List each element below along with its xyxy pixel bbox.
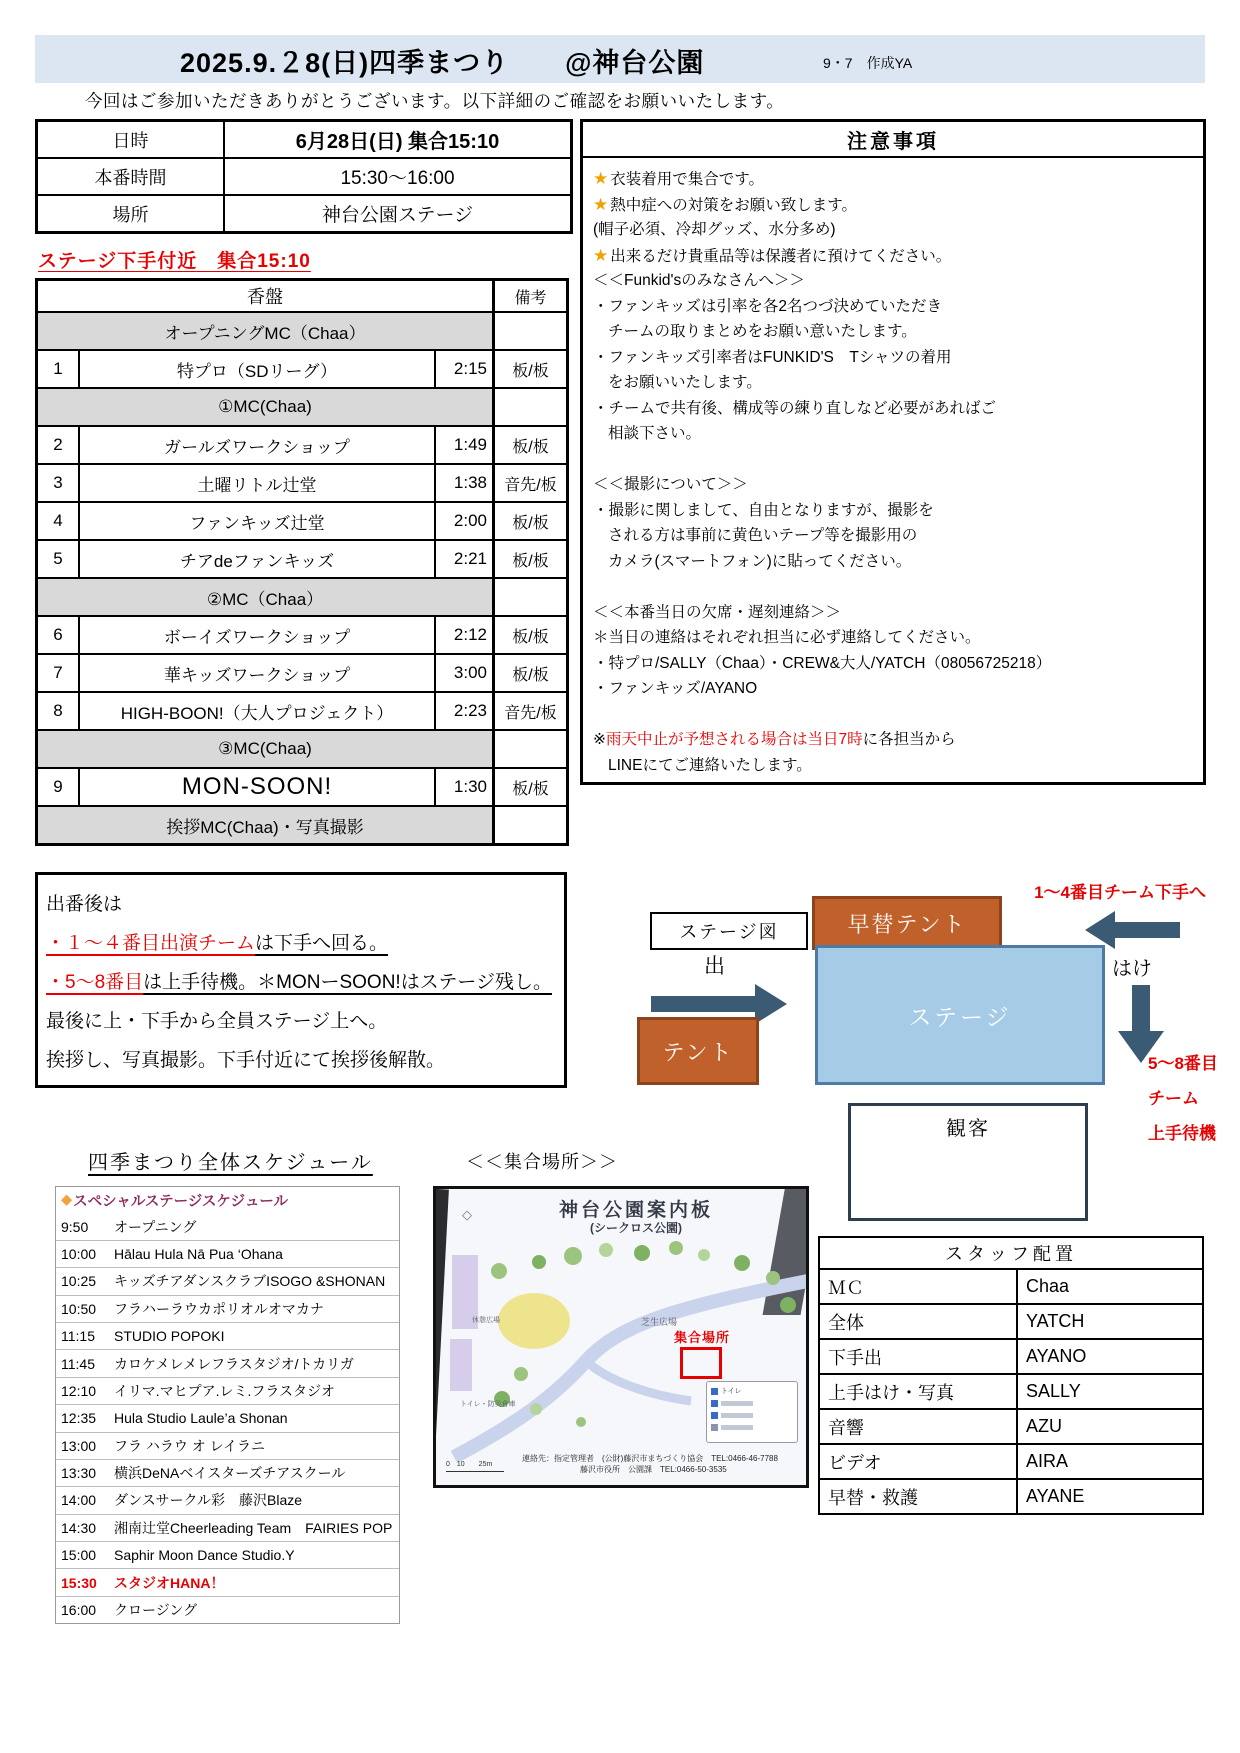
staff-role: ＭＣ: [820, 1270, 1018, 1303]
staff-table-title: スタッフ配置: [945, 1244, 1077, 1264]
program-act-biko: 板/板: [492, 617, 566, 653]
notes-line: ・撮影に関しまして、自由となりますが、撮影を: [593, 501, 934, 519]
program-mc-label: ①MC(Chaa): [38, 389, 492, 425]
overall-schedule-heading: 四季まつり全体スケジュール: [88, 1152, 373, 1174]
info-label: 日時: [38, 122, 225, 157]
star-icon: ★: [593, 169, 609, 188]
schedule-name: 横浜DeNAベイスターズチアスクール: [114, 1465, 346, 1482]
program-mc-label: オープニングMC（Chaa）: [38, 313, 492, 349]
legend-bar: [721, 1401, 753, 1406]
map-contact-text: [522, 1453, 778, 1475]
schedule-name: Hālau Hula Nā Pua ‘Ohana: [114, 1245, 283, 1262]
map-scale: [446, 1459, 504, 1472]
staff-row: [820, 1443, 1202, 1478]
notes-line: [593, 574, 1193, 600]
notes-line: [593, 702, 1193, 728]
program-body: [38, 311, 566, 843]
program-mc-label: ②MC（Chaa）: [38, 579, 492, 615]
schedule-time: 12:35: [61, 1410, 97, 1427]
schedule-name: クロージング: [114, 1602, 198, 1619]
program-act-number: 2: [38, 427, 80, 463]
park-map-image: [433, 1186, 809, 1488]
program-act-row: [38, 463, 566, 501]
after-line: [46, 924, 556, 963]
staff-name: AIRA: [1026, 1451, 1069, 1471]
schedule-time: 12:10: [61, 1382, 97, 1399]
notes-line: チームの取りまとめをお願い意いたします。: [608, 323, 917, 340]
notes-line: ・ファンキッズ引率者はFUNKID'S Tシャツの着用: [593, 348, 952, 366]
program-act-name: ボーイズワークショップ: [163, 627, 351, 647]
program-biko-cell: [492, 807, 566, 843]
notes-line: カメラ(スマートフォン)に貼ってください。: [608, 552, 912, 570]
arrow-left-icon: [1085, 911, 1180, 949]
schedule-body: [56, 1213, 399, 1623]
tree: [599, 1243, 613, 1257]
legend-row: [711, 1410, 793, 1422]
audience-box: 観客: [848, 1103, 1088, 1221]
schedule-time: 15:00: [61, 1547, 97, 1564]
schedule-row: [56, 1514, 399, 1541]
tree: [734, 1255, 750, 1271]
program-act-row: [38, 653, 566, 691]
meeting-point-note: ステージ下手付近 集合15:10: [38, 251, 311, 272]
schedule-name: フラ ハラウ オ レイラニ: [114, 1437, 265, 1454]
after-segment: は下手へ回る。: [255, 933, 389, 954]
notes-title: 注意事項: [583, 122, 1203, 158]
program-act-name: 特プロ（SDリーグ）: [176, 361, 338, 381]
legend-icon: [711, 1412, 718, 1419]
after-segment: 最後に上・下手から全員ステージ上へ。: [46, 1011, 388, 1032]
program-act-name: 華キッズワークショップ: [163, 665, 351, 685]
program-biko-cell: [492, 389, 566, 425]
legend-row: [711, 1386, 793, 1398]
notes-segment: 雨天中止が予想される場合は当日7時: [606, 731, 863, 748]
overall-schedule-table: [55, 1186, 400, 1624]
map-meeting-marker-label: 集合場所: [674, 1330, 731, 1345]
staff-name: AYANE: [1026, 1486, 1085, 1506]
notes-line: ＜＜本番当日の欠席・遅刻連絡＞＞: [593, 603, 842, 621]
schedule-row: [56, 1486, 399, 1513]
schedule-time: 11:15: [61, 1328, 95, 1345]
header-meta: 9・7 作成YA: [823, 55, 913, 71]
notes-line: ＜＜撮影について＞＞: [593, 476, 748, 493]
schedule-name: 湘南辻堂Cheerleading Team FAIRIES POP: [114, 1519, 393, 1536]
program-act-biko: 音先/板: [492, 693, 566, 729]
legend-icon: [711, 1388, 718, 1395]
schedule-header-row: [56, 1187, 399, 1213]
stage-note-teams-1-4: 1〜4番目チーム下手へ: [1034, 883, 1206, 902]
program-act-name: チアdeファンキッズ: [179, 551, 335, 571]
notes-body: [583, 158, 1203, 786]
map-scale-bar: [446, 1471, 504, 1472]
tree: [514, 1367, 528, 1381]
stage-note-line: 上手待機: [1148, 1124, 1216, 1143]
program-mc-row: [38, 577, 566, 615]
program-act-name: ファンキッズ辻堂: [189, 513, 325, 533]
intro-text: 今回はご参加いただきありがとうございます。以下詳細のご確認をお願いいたします。: [85, 91, 785, 111]
program-act-row: [38, 539, 566, 577]
program-mc-row: [38, 729, 566, 767]
map-toilet-label: トイレ・防災倉庫: [460, 1401, 516, 1408]
program-act-number: 5: [38, 541, 80, 577]
program-act-number: 9: [38, 769, 80, 805]
star-icon: ★: [593, 194, 609, 214]
legend-row: [711, 1422, 793, 1434]
info-value: 15:30〜16:00: [340, 168, 455, 189]
info-label: 本番時間: [38, 159, 225, 194]
stage-note-teams-5-8: [1148, 1046, 1218, 1151]
program-act-biko: 板/板: [492, 769, 566, 805]
schedule-time: 10:50: [61, 1300, 97, 1317]
tree: [780, 1297, 796, 1313]
legend-bar: [721, 1413, 753, 1418]
map-lawn-label: 芝生広場: [641, 1317, 678, 1327]
program-act-number: 4: [38, 503, 80, 539]
program-act-name: MON-SOON!: [181, 773, 333, 800]
program-act-name: ガールズワークショップ: [164, 437, 350, 457]
notes-line: される方は事前に黄色いテープ等を撮影用の: [608, 527, 918, 544]
program-act-row: [38, 691, 566, 729]
info-label: 場所: [38, 196, 225, 231]
notes-line: ・特プロ/SALLY（Chaa）・CREW&大人/YATCH（08056725218）: [593, 654, 1052, 672]
legend-label: トイレ: [721, 1388, 742, 1395]
info-value: 神台公園ステージ: [321, 205, 474, 226]
staff-role: ビデオ: [820, 1445, 1018, 1478]
event-info-table: [35, 119, 573, 234]
schedule-time: 13:00: [61, 1437, 97, 1454]
map-legend: [706, 1381, 798, 1443]
program-act-row: [38, 349, 566, 387]
after-line: [46, 1002, 556, 1041]
staff-row: [820, 1338, 1202, 1373]
staff-row: [820, 1373, 1202, 1408]
schedule-name: Hula Studio Laule’a Shonan: [114, 1410, 288, 1427]
program-act-name: HIGH-BOON!（大人プロジェクト）: [120, 703, 394, 723]
program-act-biko: 板/板: [492, 541, 566, 577]
schedule-row: [56, 1295, 399, 1322]
program-act-number: 3: [38, 465, 80, 501]
program-act-row: [38, 425, 566, 463]
map-subtitle: (シークロス公園): [590, 1221, 682, 1235]
map-building: [450, 1339, 472, 1391]
program-act-number: 1: [38, 351, 80, 387]
tree: [530, 1403, 542, 1415]
schedule-row: [56, 1377, 399, 1404]
info-row-showtime: [38, 157, 570, 194]
schedule-name: キッズチアダンスクラブISOGO &SHONAN: [114, 1273, 386, 1290]
page-title: 2025.9.２8(日)四季まつり @神台公園: [180, 48, 705, 78]
schedule-time: 14:00: [61, 1492, 97, 1509]
staff-role: 音響: [820, 1410, 1018, 1443]
after-segment: は上手待機。＊MONーSOON!はステージ残し。: [143, 972, 552, 993]
schedule-row: [56, 1213, 399, 1239]
info-row-date: [38, 122, 570, 157]
program-act-duration: 2:21: [434, 541, 492, 577]
schedule-row: [56, 1568, 399, 1595]
program-act-duration: 1:49: [434, 427, 492, 463]
diamond-icon: ◆: [61, 1192, 73, 1209]
tree: [669, 1241, 683, 1255]
schedule-time: 9:50: [61, 1218, 89, 1235]
schedule-time: 16:00: [61, 1602, 97, 1619]
program-mc-row: [38, 805, 566, 843]
schedule-name: カロケメレメレフラスタジオ/トカリガ: [114, 1355, 354, 1372]
after-line: [46, 885, 556, 924]
staff-row: [820, 1303, 1202, 1338]
legend-icon: [711, 1400, 718, 1407]
notes-line: ・ファンキッズは引率を各2名つづ決めていただき: [593, 297, 943, 315]
schedule-name: フラハーラウカポリオルオマカナ: [114, 1300, 324, 1317]
after-segment: ・5〜8番目: [46, 972, 144, 993]
notes-line: [593, 727, 1193, 753]
program-table: [35, 278, 569, 846]
legend-icon: [711, 1424, 718, 1431]
program-act-duration: 2:23: [434, 693, 492, 729]
schedule-time: 14:30: [61, 1519, 97, 1536]
legend-bar: [721, 1425, 753, 1430]
notes-line: LINEにてご連絡いたします。: [608, 756, 812, 774]
notes-line: ★ 出来るだけ貴重品等は保護者に預けてください。: [593, 245, 952, 265]
after-performance-box: [35, 872, 567, 1088]
staff-row: [820, 1478, 1202, 1513]
notes-line: をお願いいたします。: [608, 374, 762, 391]
stage-figure-label: ステージ図: [650, 912, 808, 950]
tree: [576, 1417, 586, 1427]
program-mc-row: [38, 387, 566, 425]
notes-segment: に各担当から: [862, 731, 956, 748]
notes-line: 相談下さい。: [608, 425, 702, 442]
program-biko-cell: [492, 579, 566, 615]
schedule-time: 10:00: [61, 1245, 97, 1262]
legend-row: [711, 1398, 793, 1410]
schedule-row: [56, 1322, 399, 1349]
notes-line: ・チームで共有後、構成等の練り直しなど必要があればご: [593, 399, 997, 417]
tree: [491, 1263, 507, 1279]
map-scale-text: 0 10 25m: [446, 1461, 493, 1468]
program-act-number: 6: [38, 617, 80, 653]
notes-line: ＜＜Funkid'sのみなさんへ＞＞: [593, 272, 805, 289]
program-act-biko: 音先/板: [492, 465, 566, 501]
program-header-koban: 香盤: [247, 287, 283, 307]
tree: [766, 1271, 780, 1285]
staff-name: Chaa: [1026, 1276, 1070, 1296]
program-act-duration: 2:15: [434, 351, 492, 387]
schedule-name: ダンスサークル彩 藤沢Blaze: [114, 1492, 303, 1509]
staff-name: SALLY: [1026, 1381, 1081, 1401]
info-row-place: [38, 194, 570, 231]
staff-row: [820, 1268, 1202, 1303]
program-biko-cell: [492, 313, 566, 349]
staff-row: [820, 1408, 1202, 1443]
compass-icon: ◇: [462, 1207, 472, 1222]
map-play-area: [498, 1293, 570, 1349]
program-mc-row: [38, 311, 566, 349]
program-act-number: 8: [38, 693, 80, 729]
program-act-name: 土曜リトル辻堂: [197, 475, 317, 495]
staff-table: [818, 1236, 1204, 1515]
notes-segment: ※: [593, 731, 606, 748]
schedule-name: イリマ.マヒプア.レミ.フラスタジオ: [114, 1382, 335, 1399]
map-meeting-marker-rect: [680, 1347, 722, 1379]
notes-line: (帽子必須、冷却グッズ、水分多め): [593, 221, 836, 238]
notes-line: [593, 447, 1193, 473]
program-act-biko: 板/板: [492, 503, 566, 539]
schedule-name: Saphir Moon Dance Studio.Y: [114, 1547, 295, 1564]
program-act-duration: 3:00: [434, 655, 492, 691]
program-act-biko: 板/板: [492, 427, 566, 463]
after-segment: ・１〜４番目出演チーム: [46, 933, 256, 954]
schedule-time: 13:30: [61, 1465, 97, 1482]
after-line: [46, 1041, 556, 1080]
stage-hake-label: はけ: [1112, 958, 1152, 980]
meeting-place-label: ＜＜集合場所＞＞: [466, 1152, 618, 1172]
schedule-time: 10:25: [61, 1273, 97, 1290]
staff-body: [820, 1268, 1202, 1513]
stage-box: ステージ: [815, 945, 1105, 1085]
schedule-name: オープニング: [114, 1218, 197, 1235]
tree: [698, 1249, 710, 1261]
map-title: 神台公園案内板: [558, 1200, 713, 1221]
notes-line: ★ 熱中症への対策をお願い致します。: [593, 194, 858, 214]
after-line: [46, 963, 556, 1002]
stage-note-line: 5〜8番目: [1148, 1054, 1218, 1073]
program-header-row: [38, 281, 566, 311]
notes-box: [580, 119, 1206, 785]
program-act-biko: 板/板: [492, 655, 566, 691]
quick-change-tent-box: 早替テント: [812, 896, 1002, 950]
staff-role: 全体: [820, 1305, 1018, 1338]
schedule-row: [56, 1404, 399, 1431]
staff-name: AYANO: [1026, 1346, 1087, 1366]
after-segment: 出番後は: [46, 894, 123, 915]
schedule-time: 15:30: [61, 1574, 97, 1591]
program-biko-cell: [492, 731, 566, 767]
tree: [564, 1247, 582, 1265]
program-act-row: [38, 501, 566, 539]
schedule-row: [56, 1596, 399, 1623]
program-act-duration: 2:00: [434, 503, 492, 539]
program-act-duration: 2:12: [434, 617, 492, 653]
tree: [634, 1245, 650, 1261]
program-header-biko: 備考: [492, 281, 566, 311]
schedule-row: [56, 1432, 399, 1459]
schedule-time: 11:45: [61, 1355, 95, 1372]
info-value: 6月28日(日) 集合15:10: [295, 131, 500, 153]
schedule-name: STUDIO POPOKI: [114, 1328, 225, 1345]
staff-name: AZU: [1026, 1416, 1062, 1436]
after-segment: 挨拶し、写真撮影。下手付近にて挨拶後解散。: [46, 1050, 446, 1071]
program-act-row: [38, 767, 566, 805]
notes-line: ★ 衣装着用で集合です。: [593, 169, 765, 188]
schedule-row: [56, 1459, 399, 1486]
program-mc-label: 挨拶MC(Chaa)・写真撮影: [38, 807, 492, 843]
program-act-number: 7: [38, 655, 80, 691]
notes-line: ・ファンキッズ/AYANO: [593, 680, 758, 697]
program-act-duration: 1:30: [434, 769, 492, 805]
tree: [532, 1255, 546, 1269]
map-rest-label: 休憩広場: [472, 1317, 500, 1324]
program-act-duration: 1:38: [434, 465, 492, 501]
map-contact-line: 藤沢市役所 公園課 TEL:0466-50-3535: [580, 1465, 727, 1474]
schedule-row: [56, 1349, 399, 1376]
header-bar: [35, 35, 1205, 83]
schedule-row: [56, 1240, 399, 1267]
program-act-biko: 板/板: [492, 351, 566, 387]
stage-note-line: チーム: [1148, 1089, 1199, 1108]
tent-box: テント: [637, 1017, 759, 1085]
program-act-row: [38, 615, 566, 653]
schedule-row: [56, 1267, 399, 1294]
staff-role: 上手はけ・写真: [820, 1375, 1018, 1408]
schedule-name: スタジオHANA！: [114, 1574, 225, 1591]
schedule-row: [56, 1541, 399, 1568]
program-mc-label: ③MC(Chaa): [38, 731, 492, 767]
stage-exit-label: 出: [704, 955, 725, 978]
staff-name: YATCH: [1026, 1311, 1085, 1331]
staff-role: 早替・救護: [820, 1480, 1018, 1513]
map-contact-line: 連絡先：指定管理者 (公財)藤沢市まちづくり協会 TEL:0466-46-7788: [522, 1454, 778, 1463]
staff-role: 下手出: [820, 1340, 1018, 1373]
star-icon: ★: [593, 245, 609, 265]
schedule-header-text: スペシャルステージスケジュール: [73, 1193, 289, 1210]
notes-line: ＊当日の連絡はそれぞれ担当に必ず連絡してください。: [593, 629, 981, 646]
